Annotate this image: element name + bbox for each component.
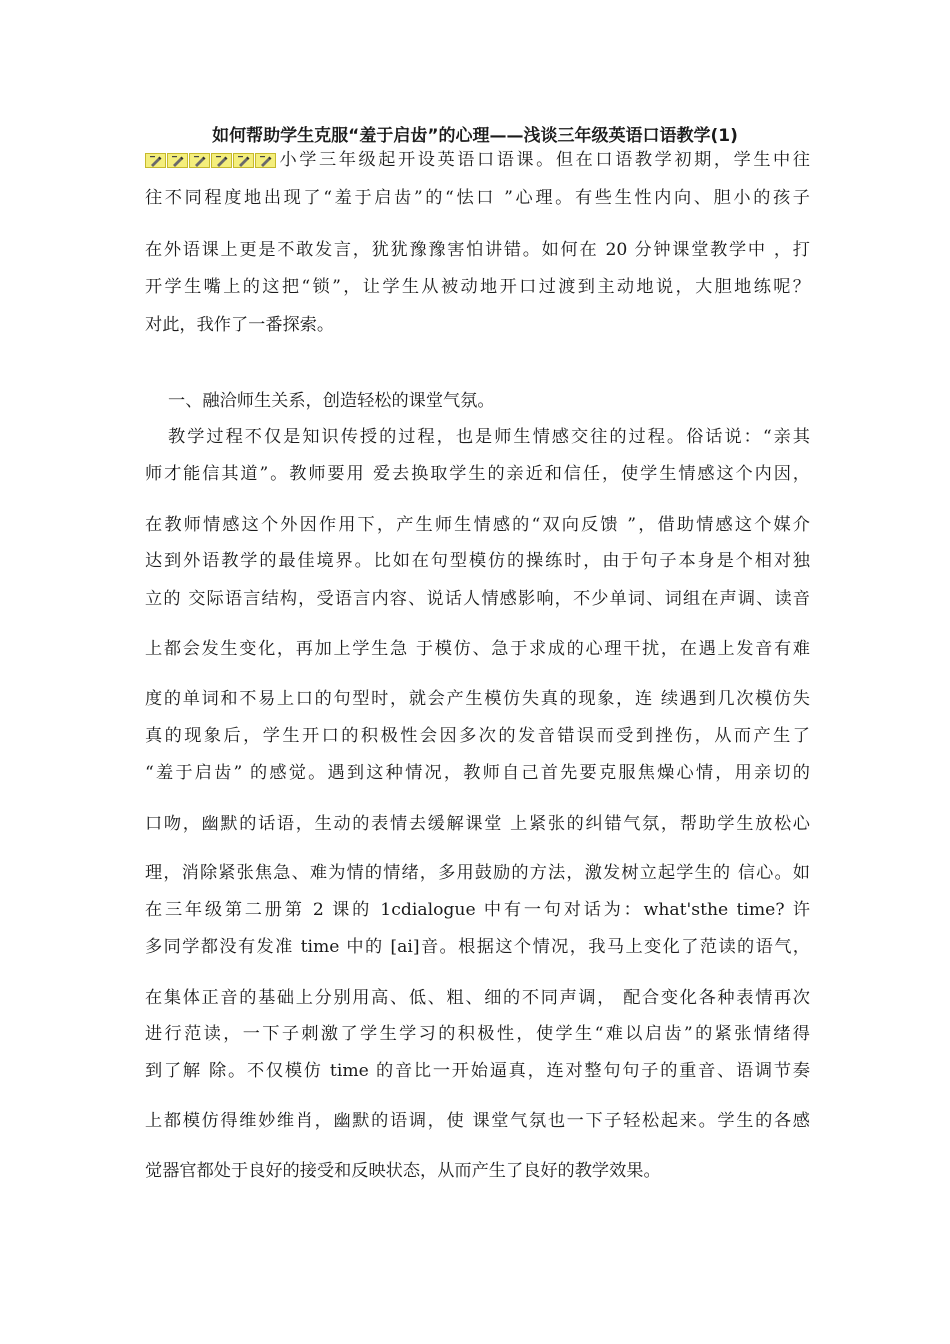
paragraph-line: 对此，我作了一番探索。 — [145, 315, 335, 335]
paragraph-line: 觉器官都处于良好的接受和反映状态，从而产生了良好的教学效果。 — [145, 1161, 661, 1181]
paragraph-line: “羞于启齿” 的感觉。遇到这种情况，教师自己首先要克服焦燥心情，用亲切的 — [145, 763, 810, 783]
paragraph-line: 教学过程不仅是知识传授的过程，也是师生情感交往的过程。俗话说：“亲其 — [168, 427, 810, 447]
paragraph-line: 多同学都没有发准 time 中的 [ai]音。根据这个情况，我马上变化了范读的语气， — [145, 937, 810, 957]
paragraph-line: 立的 交际语言结构，受语言内容、说话人情感影响，不少单词、词组在声调、读音 — [145, 589, 810, 609]
paragraph-line: 理，消除紧张焦急、难为情的情绪，多用鼓励的方法，激发树立起学生的 信心。如 — [145, 863, 810, 883]
paragraph-text: 小学三年级起开设英语口语课。但在口语教学初期，学生中往 — [277, 150, 810, 170]
paragraph-line: 在集体正音的基础上分别用高、低、粗、细的不同声调， 配合变化各种表情再次 — [145, 988, 810, 1008]
pencil-doc-icon — [255, 153, 276, 168]
pencil-doc-icon — [233, 153, 254, 168]
pencil-doc-icon — [211, 153, 232, 168]
paragraph-line: 往不同程度地出现了“羞于启齿”的“怯口 ”心理。有些生性内向、胆小的孩子 — [145, 188, 810, 208]
paragraph-line: 在教师情感这个外因作用下，产生师生情感的“双向反馈 ”，借助情感这个媒介 — [145, 515, 810, 535]
paragraph-line — [145, 148, 810, 172]
pencil-doc-icon — [167, 153, 188, 168]
pencil-doc-icon — [145, 153, 166, 168]
paragraph-line: 进行范读，一下子刺激了学生学习的积极性，使学生“难以启齿”的紧张情绪得 — [145, 1024, 810, 1044]
inline-icon-strip — [145, 153, 276, 168]
paragraph-line: 口吻，幽默的话语，生动的表情去缓解课堂 上紧张的纠错气氛，帮助学生放松心 — [145, 814, 810, 834]
paragraph-line: 上都模仿得维妙维肖，幽默的语调，使 课堂气氛也一下子轻松起来。学生的各感 — [145, 1111, 810, 1131]
document-title: 如何帮助学生克服“羞于启齿”的心理——浅谈三年级英语口语教学(1) — [212, 126, 738, 146]
pencil-doc-icon — [189, 153, 210, 168]
section-heading: 一、融洽师生关系，创造轻松的课堂气氛。 — [168, 391, 495, 411]
paragraph-line: 到了解 除。不仅模仿 time 的音比一开始逼真，连对整句句子的重音、语调节奏 — [145, 1061, 810, 1081]
paragraph-line: 度的单词和不易上口的句型时，就会产生模仿失真的现象，连 续遇到几次模仿失 — [145, 689, 810, 709]
paragraph-line: 真的现象后，学生开口的积极性会因多次的发音错误而受到挫伤，从而产生了 — [145, 726, 810, 746]
paragraph-line: 开学生嘴上的这把“锁”，让学生从被动地开口过渡到主动地说，大胆地练呢？ — [145, 277, 810, 297]
paragraph-line: 在外语课上更是不敢发言，犹犹豫豫害怕讲错。如何在 20 分钟课堂教学中 ，打 — [145, 240, 810, 260]
paragraph-line: 上都会发生变化，再加上学生急 于模仿、急于求成的心理干扰，在遇上发音有难 — [145, 639, 810, 659]
paragraph-line: 达到外语教学的最佳境界。比如在句型模仿的操练时，由于句子本身是个相对独 — [145, 551, 810, 571]
paragraph-line: 在三年级第二册第 2 课的 1cdialogue 中有一句对话为：what'sthe time? 许 — [145, 900, 810, 920]
paragraph-line: 师才能信其道”。教师要用 爱去换取学生的亲近和信任，使学生情感这个内因， — [145, 464, 810, 484]
